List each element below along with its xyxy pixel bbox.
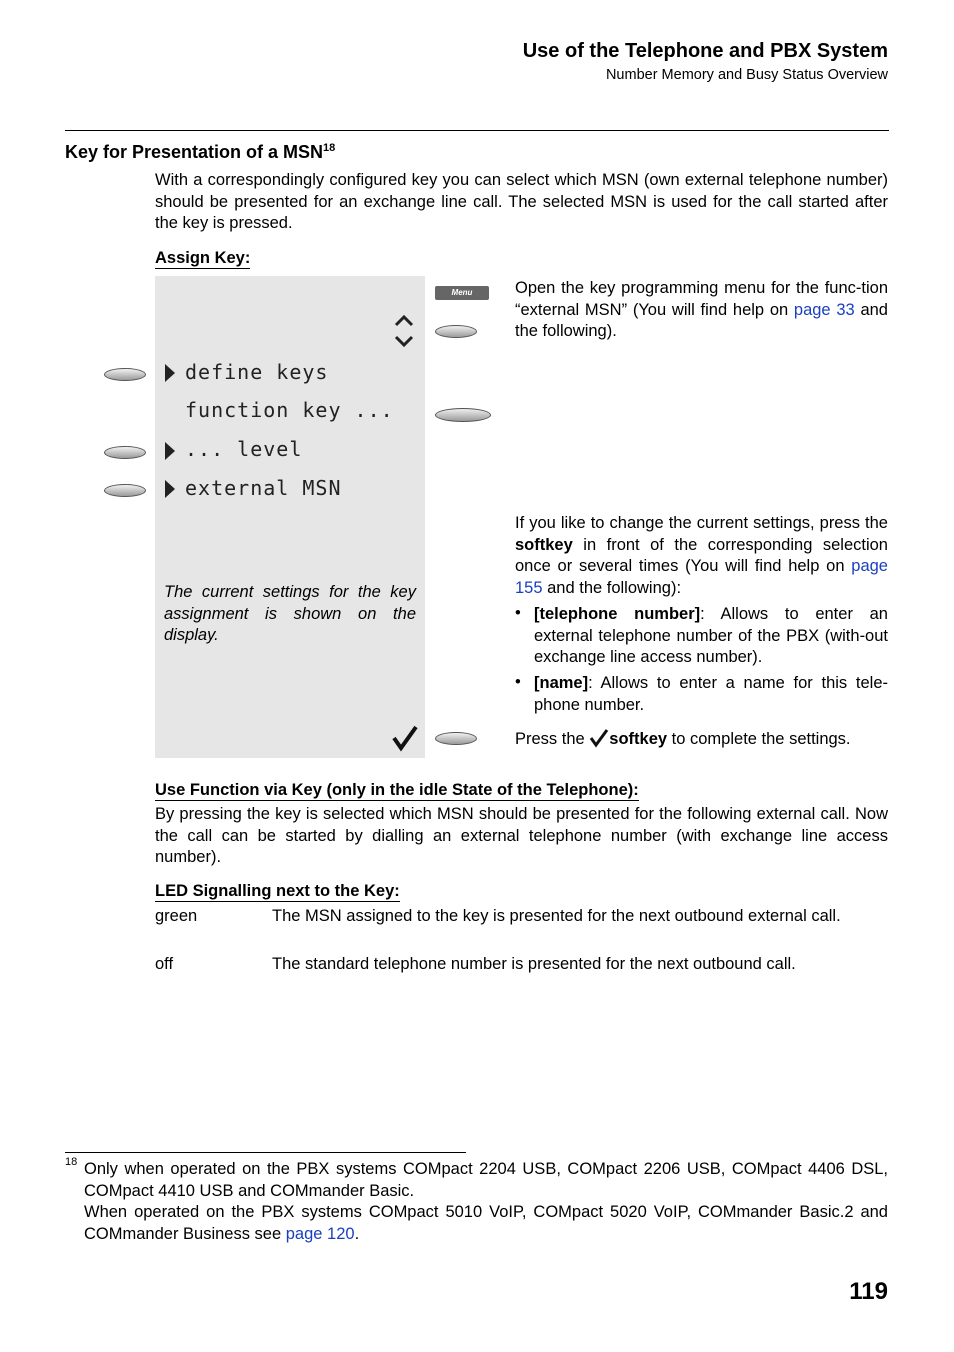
step-open-menu: Open the key programming menu for the func-tion “external MSN” (You will find help on page 33 and the following). bbox=[515, 279, 888, 340]
link-page-120[interactable]: page 120 bbox=[285, 1224, 355, 1243]
footnote-ref[interactable]: 18 bbox=[323, 142, 336, 154]
bullet-telephone-number: [telephone number]: Allows to enter an external telephone number of the PBX (with-out exchange line access number). bbox=[534, 605, 888, 666]
led-label: LED Signalling next to the Key: bbox=[155, 882, 400, 900]
selection-arrow-icon bbox=[165, 364, 175, 382]
bullet-icon: • bbox=[515, 604, 521, 622]
step-complete: Press the softkey to complete the settings. bbox=[515, 730, 851, 748]
menu-button[interactable]: Menu bbox=[435, 286, 489, 300]
footnote-number: 18 bbox=[65, 1156, 78, 1168]
bullet-icon: • bbox=[515, 673, 521, 691]
header-title: Use of the Telephone and PBX System bbox=[522, 40, 888, 62]
selection-arrow-icon bbox=[165, 480, 175, 498]
checkmark-icon bbox=[391, 724, 419, 752]
step-change-settings: If you like to change the current settings, press the softkey in front of the corresponding selection once or several times (You will find help on page 155 and the following): bbox=[515, 514, 888, 597]
softkey-external-msn[interactable] bbox=[104, 484, 146, 497]
display-line-external-msn: external MSN bbox=[185, 476, 342, 500]
softkey-define-keys[interactable] bbox=[104, 368, 146, 381]
footnote-line-1: Only when operated on the PBX systems COMpact 2204 USB, COMpact 2206 USB, COMpact 4406 DSL, COMpact 4410 USB and COMmander Basic. bbox=[84, 1160, 888, 1200]
footnote-rule bbox=[65, 1152, 466, 1153]
scroll-softkey[interactable] bbox=[435, 325, 477, 338]
checkmark-icon bbox=[589, 728, 609, 748]
assign-key-label: Assign Key: bbox=[155, 249, 251, 267]
led-state-green: green bbox=[155, 907, 198, 925]
display-note: The current settings for the key assignment is shown on the display. bbox=[164, 583, 416, 644]
bullet-name: [name]: Allows to enter a name for this tele-phone number. bbox=[534, 674, 888, 714]
ok-softkey[interactable] bbox=[435, 732, 477, 745]
header-subtitle: Number Memory and Busy Status Overview bbox=[605, 67, 888, 83]
footnote-line-2: When operated on the PBX systems COMpact 5010 VoIP, COMpact 5020 VoIP, COMmander Basic.2 and COMmander Business see page 120. bbox=[84, 1203, 888, 1243]
selection-arrow-icon bbox=[165, 442, 175, 460]
display-line-define-keys: define keys bbox=[185, 360, 329, 384]
function-key[interactable] bbox=[435, 408, 491, 422]
led-desc-green: The MSN assigned to the key is presented for the next outbound external call. bbox=[272, 907, 841, 925]
section-intro: With a correspondingly configured key you can select which MSN (own external telephone number) should be presented for an exchange line call. The selected MSN is used for the call started after the key is pressed. bbox=[155, 171, 888, 232]
use-function-text: By pressing the key is selected which MSN should be presented for the following external call. Now the call can be started by dialling an external telephone number (with exchange line access number). bbox=[155, 805, 888, 866]
up-down-arrow-icon bbox=[393, 313, 415, 349]
header-rule bbox=[65, 130, 889, 131]
use-function-label: Use Function via Key (only in the idle State of the Telephone): bbox=[155, 781, 639, 799]
softkey-level[interactable] bbox=[104, 446, 146, 459]
link-page-33[interactable]: page 33 bbox=[793, 300, 855, 319]
link-page-155[interactable]: page 155 bbox=[515, 557, 888, 597]
page-number: 119 bbox=[849, 1278, 888, 1305]
display-line-level: ... level bbox=[185, 437, 303, 461]
led-desc-off: The standard telephone number is presented for the next outbound call. bbox=[272, 955, 796, 973]
led-state-off: off bbox=[155, 955, 174, 973]
display-panel bbox=[155, 276, 425, 758]
display-line-function-key: function key ... bbox=[185, 398, 394, 422]
section-title: Key for Presentation of a MSN$^{18}$ bbox=[65, 142, 336, 162]
